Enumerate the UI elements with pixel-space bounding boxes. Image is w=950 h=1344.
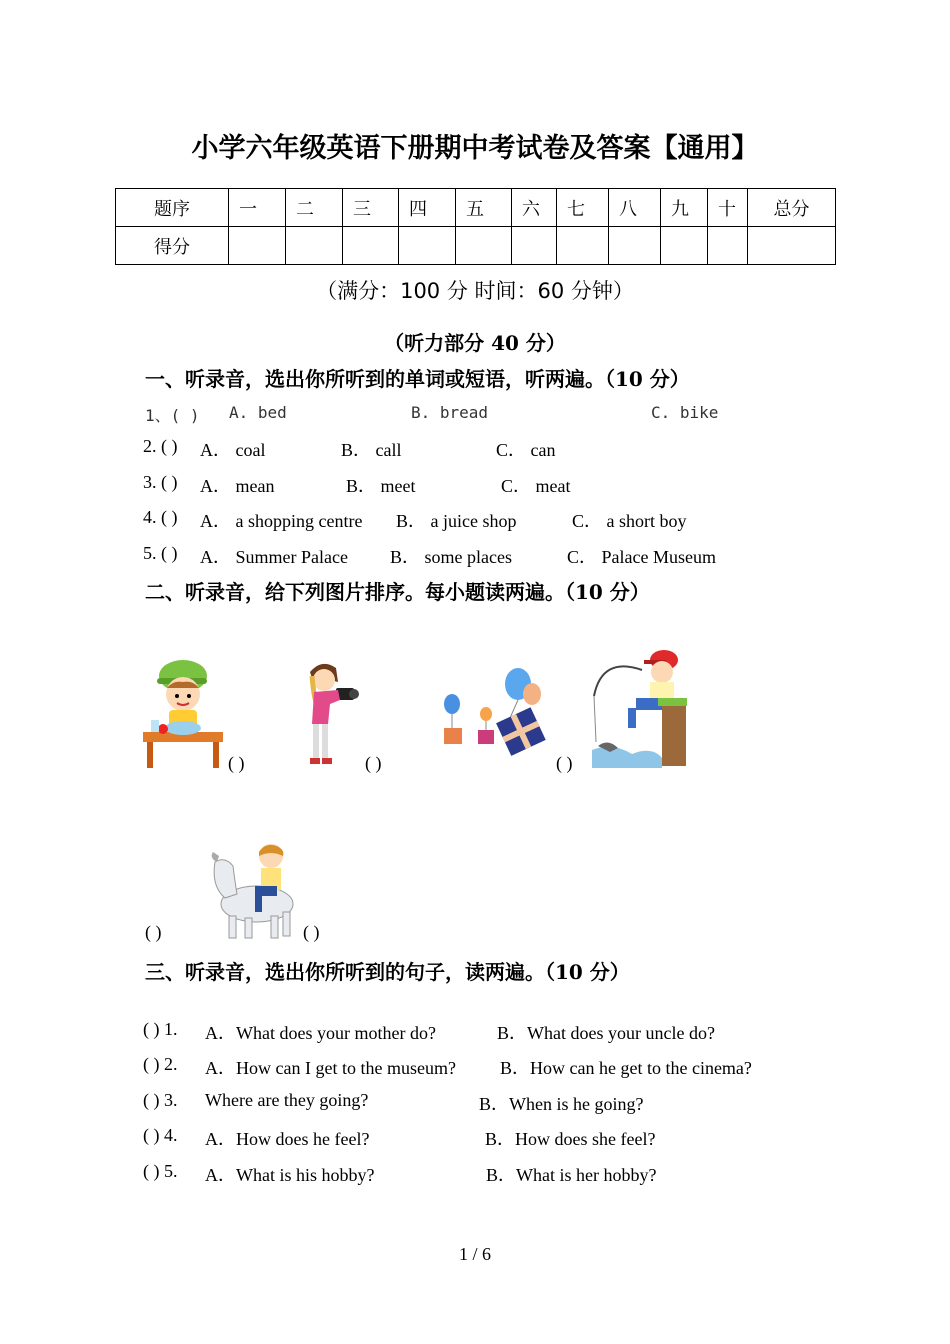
s1-item4-num: 4. ( )	[143, 507, 178, 527]
girl-camera-image	[300, 660, 362, 768]
s3-item2-option-a: A．How can I get to the museum?	[205, 1058, 456, 1078]
exam-info: （满分：100 分 时间：60 分钟）	[316, 279, 634, 303]
s1-item1-option-a: A. bed	[229, 403, 287, 422]
score-table-header-row	[116, 189, 836, 227]
s1-item2-option-c: C． can	[496, 440, 556, 460]
page-number: 1 / 6	[458, 1244, 491, 1264]
score-cell[interactable]	[661, 227, 708, 265]
score-header-cell: 十	[708, 189, 748, 227]
s1-item1-num: 1、( )	[145, 406, 200, 425]
score-header-cell: 一	[229, 189, 286, 227]
s1-item4-option-b: B． a juice shop	[396, 511, 517, 531]
s1-item4-option-c: C． a short boy	[572, 511, 687, 531]
s3-item1-option-b: B．What does your uncle do?	[497, 1023, 715, 1043]
s1-item2-option-b: B． call	[341, 440, 402, 460]
score-cell[interactable]	[399, 227, 456, 265]
score-cell[interactable]	[512, 227, 557, 265]
score-header-cell: 四	[399, 189, 456, 227]
boy-cooking-image	[143, 654, 223, 770]
s2-paren-2[interactable]: ( )	[365, 753, 382, 773]
score-row-label: 得分	[116, 227, 229, 265]
s2-paren-3[interactable]: ( )	[556, 753, 573, 773]
s3-item5-option-b: B．What is her hobby?	[486, 1165, 657, 1185]
s3-item3-option-b: B．When is he going?	[479, 1094, 644, 1114]
score-cell[interactable]	[343, 227, 399, 265]
s3-item5-num: ( ) 5.	[143, 1161, 178, 1181]
s3-item4-option-b: B．How does she feel?	[485, 1129, 656, 1149]
s3-item1-num: ( ) 1.	[143, 1019, 178, 1039]
page-title: 小学六年级英语下册期中考试卷及答案【通用】	[191, 133, 759, 164]
boy-horse-image	[205, 842, 300, 939]
score-cell[interactable]	[609, 227, 661, 265]
s3-item2-option-b: B．How can he get to the cinema?	[500, 1058, 752, 1078]
score-header-cell: 题序	[116, 189, 229, 227]
score-header-cell: 三	[343, 189, 399, 227]
score-cell[interactable]	[748, 227, 836, 265]
s1-item1-option-c: C. bike	[651, 403, 719, 422]
s1-item5-num: 5. ( )	[143, 543, 178, 563]
s3-item4-num: ( ) 4.	[143, 1125, 178, 1145]
s1-item5-option-c: C． Palace Museum	[567, 547, 716, 567]
s1-item2-num: 2. ( )	[143, 436, 178, 456]
score-header-cell: 七	[557, 189, 609, 227]
s1-item3-num: 3. ( )	[143, 472, 178, 492]
score-cell[interactable]	[286, 227, 343, 265]
s1-item3-option-b: B． meet	[346, 476, 416, 496]
s3-item4-option-a: A．How does he feel?	[205, 1129, 370, 1149]
s3-item1-option-a: A．What does your mother do?	[205, 1023, 436, 1043]
s1-item2-option-a: A． coal	[200, 440, 266, 460]
section2-title: 二、听录音，给下列图片排序。每小题读两遍。（10 分）	[145, 580, 650, 604]
score-header-cell: 二	[286, 189, 343, 227]
s3-item3-option-a: Where are they going?	[205, 1090, 369, 1110]
s1-item3-option-c: C． meat	[501, 476, 571, 496]
section1-title: 一、听录音，选出你所听到的单词或短语，听两遍。（10 分）	[145, 367, 690, 391]
s2-paren-5[interactable]: ( )	[303, 922, 320, 942]
score-header-cell: 九	[661, 189, 708, 227]
score-cell[interactable]	[557, 227, 609, 265]
score-header-cell: 八	[609, 189, 661, 227]
score-header-cell: 总分	[748, 189, 836, 227]
boy-fishing-image	[592, 646, 687, 768]
s3-item2-num: ( ) 2.	[143, 1054, 178, 1074]
score-cell[interactable]	[229, 227, 286, 265]
s1-item5-option-b: B． some places	[390, 547, 512, 567]
score-table	[115, 188, 836, 265]
s2-paren-1[interactable]: ( )	[228, 753, 245, 773]
balloons-gift-image	[440, 668, 550, 760]
section3-title: 三、听录音，选出你所听到的句子，读两遍。（10 分）	[145, 960, 630, 984]
score-table-score-row	[116, 227, 836, 265]
score-cell[interactable]	[456, 227, 512, 265]
s2-paren-4[interactable]: ( )	[145, 922, 162, 942]
s3-item3-num: ( ) 3.	[143, 1090, 178, 1110]
s1-item3-option-a: A． mean	[200, 476, 275, 496]
s3-item5-option-a: A．What is his hobby?	[205, 1165, 375, 1185]
s1-item1-option-b: B. bread	[411, 403, 489, 422]
listening-part-title: （听力部分 40 分）	[384, 331, 566, 355]
score-header-cell: 六	[512, 189, 557, 227]
s1-item4-option-a: A． a shopping centre	[200, 511, 363, 531]
score-cell[interactable]	[708, 227, 748, 265]
s1-item5-option-a: A． Summer Palace	[200, 547, 348, 567]
score-header-cell: 五	[456, 189, 512, 227]
